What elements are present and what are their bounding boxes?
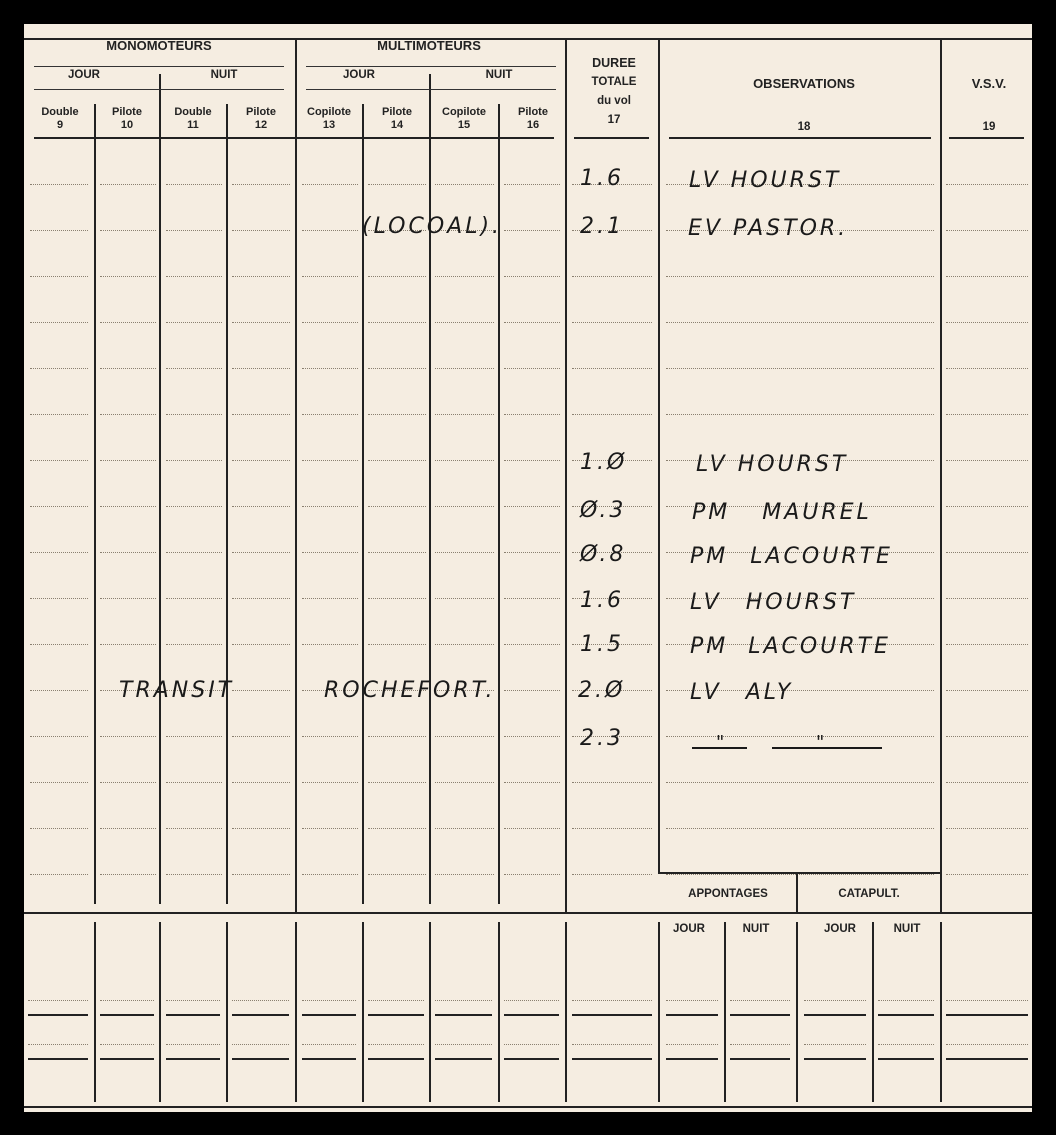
col-label-15: Copilote 15: [442, 106, 486, 131]
row-guide: [232, 1000, 289, 1001]
row-guide: [946, 368, 1028, 369]
row-guide: [435, 506, 494, 507]
row-guide: [30, 736, 88, 737]
row-guide: [30, 828, 88, 829]
row-guide: [302, 782, 358, 783]
row-guide: [166, 874, 222, 875]
header-duree: DUREE TOTALE du vol 17: [591, 56, 637, 126]
totals-col-divider: [295, 922, 297, 1102]
row-guide: [504, 828, 560, 829]
row-guide: [435, 368, 494, 369]
row-guide: [504, 414, 560, 415]
row-guide: [666, 1000, 718, 1001]
row-guide: [666, 874, 934, 875]
totals-rule-segment: [804, 1014, 866, 1016]
footer-catapult: CATAPULT.: [838, 888, 900, 900]
row-guide: [232, 1044, 289, 1045]
row-guide: [878, 1000, 934, 1001]
row-guide: [946, 736, 1028, 737]
row-guide: [30, 506, 88, 507]
row-guide: [946, 230, 1028, 231]
divider-obs-vsv: [940, 38, 942, 914]
row-guide: [666, 828, 934, 829]
totals-rule-segment: [302, 1058, 356, 1060]
row-guide: [30, 322, 88, 323]
row-guide: [232, 644, 290, 645]
row-guide: [572, 1044, 652, 1045]
row-guide: [946, 1044, 1028, 1045]
row-guide: [666, 322, 934, 323]
row-guide: [30, 782, 88, 783]
row-guide: [100, 322, 156, 323]
row-guide: [232, 368, 290, 369]
totals-rule-segment: [504, 1014, 559, 1016]
column-header-rule: [574, 137, 649, 139]
row-guide: [232, 552, 290, 553]
totals-col-divider: [872, 922, 874, 1102]
logbook-page: [24, 24, 1032, 1112]
row-guide: [302, 322, 358, 323]
entry-duration: 1.5: [580, 632, 624, 657]
row-guide: [946, 276, 1028, 277]
entry-observation: PM LACOURTE: [690, 634, 891, 659]
totals-rule-segment: [28, 1014, 88, 1016]
totals-rule-segment: [572, 1014, 652, 1016]
row-guide: [166, 782, 222, 783]
row-guide: [232, 828, 290, 829]
row-guide: [302, 414, 358, 415]
row-guide: [30, 184, 88, 185]
row-guide: [30, 874, 88, 875]
row-guide: [435, 736, 494, 737]
row-guide: [504, 874, 560, 875]
row-guide: [368, 736, 426, 737]
row-guide: [166, 1000, 220, 1001]
header-nuit: NUIT: [210, 69, 238, 81]
row-guide: [30, 414, 88, 415]
entry-duration: 2.1: [580, 214, 624, 239]
col-divider: [429, 74, 431, 904]
header-jour: JOUR: [343, 69, 375, 81]
row-guide: [666, 414, 934, 415]
entry-duration: Ø.3: [580, 498, 627, 523]
row-guide: [302, 460, 358, 461]
row-guide: [166, 230, 222, 231]
row-guide: [666, 736, 934, 737]
header-rule: [34, 89, 284, 90]
row-guide: [572, 276, 652, 277]
row-guide: [232, 414, 290, 415]
row-guide: [100, 414, 156, 415]
totals-rule-segment: [572, 1058, 652, 1060]
row-guide: [946, 828, 1028, 829]
row-guide: [100, 874, 156, 875]
row-guide: [30, 276, 88, 277]
row-guide: [302, 1044, 356, 1045]
col-label-13: Copilote 13: [307, 106, 351, 131]
row-guide: [302, 598, 358, 599]
row-guide: [368, 322, 426, 323]
row-guide: [666, 368, 934, 369]
totals-rule-segment: [435, 1014, 492, 1016]
row-guide: [435, 828, 494, 829]
totals-rule-segment: [166, 1014, 220, 1016]
row-guide: [302, 276, 358, 277]
ditto-mark: ": [816, 732, 825, 753]
row-guide: [302, 874, 358, 875]
row-guide: [368, 874, 426, 875]
totals-rule-segment: [302, 1014, 356, 1016]
row-guide: [946, 644, 1028, 645]
row-guide: [504, 322, 560, 323]
totals-col-divider: [565, 922, 567, 1102]
row-guide: [804, 1000, 866, 1001]
row-guide: [302, 736, 358, 737]
row-guide: [504, 552, 560, 553]
row-guide: [232, 874, 290, 875]
totals-rule-segment: [666, 1014, 718, 1016]
totals-rule-segment: [28, 1058, 88, 1060]
entry-duration: 2.Ø: [578, 678, 626, 703]
header-multimoteurs: MULTIMOTEURS: [377, 38, 481, 53]
header-col18: 18: [797, 121, 811, 133]
totals-rule-segment: [878, 1058, 934, 1060]
totals-col-divider: [498, 922, 500, 1102]
bottom-rule: [24, 1106, 1032, 1108]
totals-rule: [24, 912, 1032, 914]
totals-rule-segment: [504, 1058, 559, 1060]
row-guide: [368, 644, 426, 645]
row-guide: [368, 782, 426, 783]
row-guide: [302, 828, 358, 829]
entry-duration: Ø.8: [580, 542, 627, 567]
totals-rule-segment: [368, 1058, 424, 1060]
totals-col-divider: [940, 922, 942, 1102]
totals-rule-segment: [804, 1058, 866, 1060]
row-guide: [100, 552, 156, 553]
row-guide: [166, 828, 222, 829]
row-guide: [232, 276, 290, 277]
row-guide: [368, 598, 426, 599]
totals-rule-segment: [100, 1058, 154, 1060]
row-guide: [435, 644, 494, 645]
row-guide: [946, 690, 1028, 691]
row-guide: [232, 782, 290, 783]
header-monomoteurs: MONOMOTEURS: [106, 38, 212, 53]
row-guide: [28, 1000, 88, 1001]
row-guide: [232, 506, 290, 507]
row-guide: [100, 782, 156, 783]
entry-observation: PM MAUREL: [692, 500, 872, 525]
row-guide: [100, 1044, 154, 1045]
totals-rule-segment: [666, 1058, 718, 1060]
col-divider: [94, 104, 96, 904]
row-guide: [504, 690, 560, 691]
entry-observation: LV ALY: [690, 680, 794, 705]
row-guide: [232, 230, 290, 231]
row-guide: [666, 1044, 718, 1045]
row-guide: [504, 644, 560, 645]
row-guide: [232, 690, 290, 691]
row-guide: [946, 874, 1028, 875]
header-observations: OBSERVATIONS: [753, 76, 855, 91]
header-rule: [306, 89, 556, 90]
row-guide: [504, 184, 560, 185]
entry-duration: 1.Ø: [580, 450, 628, 475]
row-guide: [100, 460, 156, 461]
entry-duration: 1.6: [580, 588, 624, 613]
row-guide: [232, 184, 290, 185]
row-guide: [666, 276, 934, 277]
header-rule: [34, 66, 284, 67]
header-nuit: NUIT: [485, 69, 513, 81]
totals-rule-segment: [166, 1058, 220, 1060]
header-rule: [306, 66, 556, 67]
ditto-line: [772, 747, 882, 749]
row-guide: [946, 506, 1028, 507]
row-guide: [28, 1044, 88, 1045]
row-guide: [232, 598, 290, 599]
row-guide: [435, 552, 494, 553]
entry-observation: LV HOURST: [689, 168, 842, 193]
row-guide: [166, 644, 222, 645]
footer-catapult-nuit: NUIT: [893, 923, 921, 935]
row-guide: [30, 598, 88, 599]
row-guide: [30, 690, 88, 691]
row-guide: [572, 828, 652, 829]
row-guide: [166, 276, 222, 277]
row-guide: [232, 322, 290, 323]
row-guide: [730, 1000, 790, 1001]
row-guide: [504, 1000, 559, 1001]
row-guide: [435, 276, 494, 277]
row-guide: [572, 1000, 652, 1001]
row-guide: [100, 1000, 154, 1001]
totals-col-divider: [724, 922, 726, 1102]
row-guide: [368, 828, 426, 829]
row-guide: [946, 184, 1028, 185]
row-guide: [166, 184, 222, 185]
ditto-mark: ": [716, 732, 725, 753]
row-guide: [368, 1044, 424, 1045]
row-guide: [368, 1000, 424, 1001]
row-guide: [302, 644, 358, 645]
entry-observation: EV PASTOR.: [688, 216, 849, 241]
row-guide: [730, 1044, 790, 1045]
totals-rule-segment: [946, 1058, 1028, 1060]
row-guide: [30, 552, 88, 553]
col-label-16: Pilote 16: [518, 106, 548, 131]
totals-col-divider: [226, 922, 228, 1102]
row-guide: [166, 368, 222, 369]
row-guide: [166, 322, 222, 323]
row-guide: [572, 874, 652, 875]
row-guide: [504, 276, 560, 277]
row-guide: [30, 460, 88, 461]
entry-note-place: ROCHEFORT.: [324, 678, 496, 703]
row-guide: [435, 184, 494, 185]
row-guide: [100, 368, 156, 369]
totals-rule-segment: [232, 1014, 289, 1016]
row-guide: [946, 598, 1028, 599]
row-guide: [504, 460, 560, 461]
totals-col-divider: [159, 922, 161, 1102]
totals-rule-segment: [730, 1014, 790, 1016]
row-guide: [302, 184, 358, 185]
totals-col-divider: [658, 922, 660, 1102]
row-guide: [166, 1044, 220, 1045]
row-guide: [946, 414, 1028, 415]
footer-appontages-jour: JOUR: [673, 923, 705, 935]
row-guide: [435, 1044, 492, 1045]
footer-box-top: [658, 872, 940, 874]
row-guide: [166, 506, 222, 507]
row-guide: [435, 598, 494, 599]
entry-note: (LOCOAL).: [362, 214, 503, 239]
row-guide: [504, 1044, 559, 1045]
row-guide: [572, 414, 652, 415]
col-label-12: Pilote 12: [246, 106, 276, 131]
row-guide: [302, 1000, 356, 1001]
divider-duree-obs: [658, 38, 660, 874]
entry-duration: 1.6: [580, 166, 624, 191]
totals-col-divider: [362, 922, 364, 1102]
row-guide: [100, 230, 156, 231]
row-guide: [666, 782, 934, 783]
footer-appontages: APPONTAGES: [688, 888, 768, 900]
col-divider: [159, 74, 161, 904]
row-guide: [878, 1044, 934, 1045]
row-guide: [302, 368, 358, 369]
row-guide: [368, 368, 426, 369]
totals-rule-segment: [232, 1058, 289, 1060]
row-guide: [572, 782, 652, 783]
row-guide: [302, 552, 358, 553]
footer-catapult-jour: JOUR: [824, 923, 856, 935]
totals-rule-segment: [368, 1014, 424, 1016]
col-label-11: Double 11: [174, 106, 212, 131]
row-guide: [435, 322, 494, 323]
row-guide: [100, 736, 156, 737]
row-guide: [166, 598, 222, 599]
row-guide: [100, 506, 156, 507]
row-guide: [804, 1044, 866, 1045]
entry-observation: LV HOURST: [696, 452, 849, 477]
row-guide: [572, 322, 652, 323]
row-guide: [435, 874, 494, 875]
row-guide: [368, 184, 426, 185]
row-guide: [166, 414, 222, 415]
col-label-9: Double 9: [41, 106, 79, 131]
totals-col-divider: [94, 922, 96, 1102]
entry-observation: LV HOURST: [690, 590, 857, 615]
row-guide: [368, 414, 426, 415]
row-guide: [100, 828, 156, 829]
row-guide: [572, 368, 652, 369]
header-vsv: V.S.V.: [971, 76, 1007, 91]
row-guide: [435, 460, 494, 461]
row-guide: [30, 644, 88, 645]
row-guide: [946, 460, 1028, 461]
row-guide: [232, 736, 290, 737]
footer-box-divider: [796, 872, 798, 914]
row-guide: [946, 552, 1028, 553]
entry-observation: PM LACOURTE: [690, 544, 893, 569]
row-guide: [166, 552, 222, 553]
row-guide: [302, 230, 358, 231]
row-guide: [368, 460, 426, 461]
row-guide: [166, 736, 222, 737]
col-label-14: Pilote 14: [382, 106, 412, 131]
divider-multi-duree: [565, 38, 567, 914]
row-guide: [100, 276, 156, 277]
totals-rule-segment: [100, 1014, 154, 1016]
entry-duration: 2.3: [580, 726, 624, 751]
row-guide: [435, 782, 494, 783]
divider-mono-multi: [295, 38, 297, 914]
row-guide: [100, 184, 156, 185]
totals-rule-segment: [730, 1058, 790, 1060]
row-guide: [504, 598, 560, 599]
column-header-rule: [949, 137, 1024, 139]
row-guide: [166, 460, 222, 461]
row-guide: [504, 368, 560, 369]
row-guide: [946, 322, 1028, 323]
row-guide: [100, 598, 156, 599]
totals-rule-segment: [946, 1014, 1028, 1016]
row-guide: [302, 506, 358, 507]
col-label-10: Pilote 10: [112, 106, 142, 131]
totals-rule-segment: [878, 1014, 934, 1016]
row-guide: [368, 276, 426, 277]
row-guide: [368, 552, 426, 553]
row-guide: [30, 368, 88, 369]
footer-appontages-nuit: NUIT: [742, 923, 770, 935]
totals-col-divider: [796, 922, 798, 1102]
row-guide: [368, 506, 426, 507]
row-guide: [100, 644, 156, 645]
column-header-rule: [34, 137, 554, 139]
row-guide: [504, 230, 560, 231]
totals-col-divider: [429, 922, 431, 1102]
entry-note-transit: TRANSIT: [119, 678, 235, 703]
row-guide: [946, 782, 1028, 783]
row-guide: [435, 1000, 492, 1001]
row-guide: [946, 1000, 1028, 1001]
header-jour: JOUR: [68, 69, 100, 81]
row-guide: [504, 506, 560, 507]
header-col19: 19: [982, 121, 996, 133]
row-guide: [232, 460, 290, 461]
row-guide: [504, 736, 560, 737]
row-guide: [435, 414, 494, 415]
row-guide: [30, 230, 88, 231]
column-header-rule: [669, 137, 931, 139]
totals-rule-segment: [435, 1058, 492, 1060]
row-guide: [504, 782, 560, 783]
col-divider: [226, 104, 228, 904]
